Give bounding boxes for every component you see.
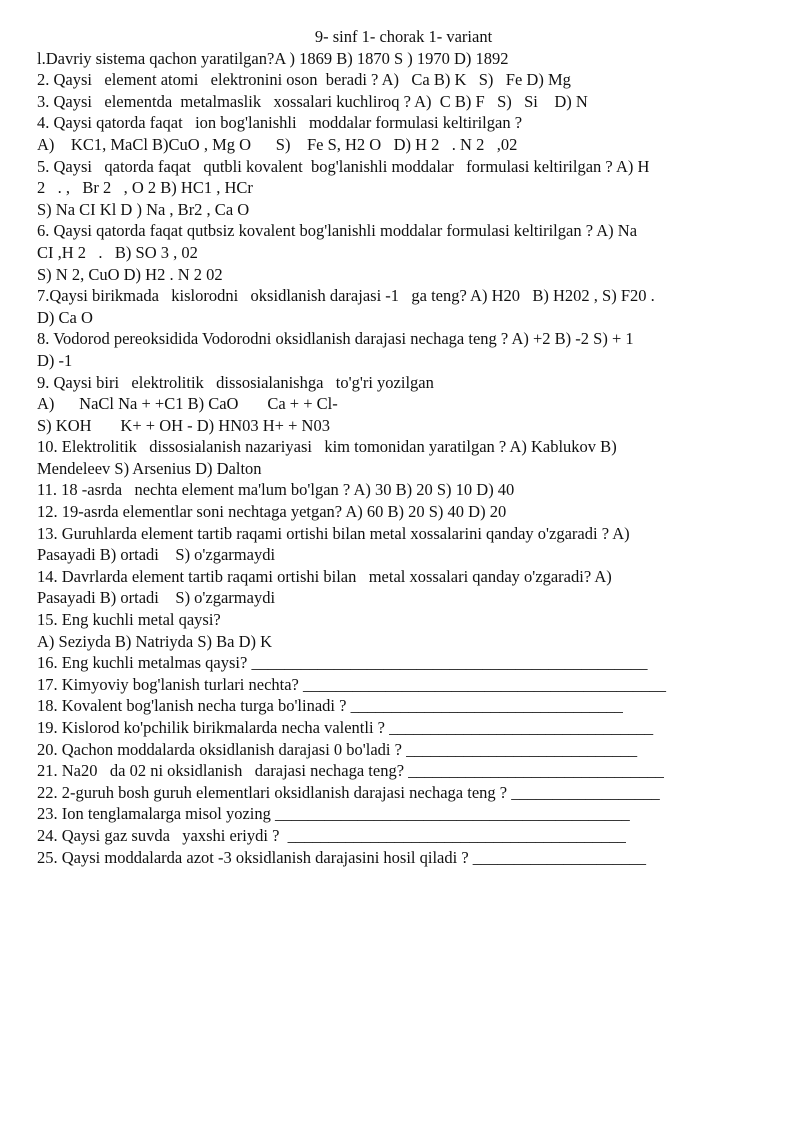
text-line: 22. 2-guruh bosh guruh elementlari oksidlanish darajasi nechaga teng ? __________________ <box>37 782 660 802</box>
text-line: S) KOH K+ + OH - D) HN03 H+ + N03 <box>37 415 330 435</box>
text-line: 11. 18 -asrda nechta element ma'lum bo'lgan ? A) 30 B) 20 S) 10 D) 40 <box>37 480 515 500</box>
text-line: 15. Eng kuchli metal qaysi? <box>37 610 221 630</box>
text-line: S) Na CI Kl D ) Na , Br2 , Ca O <box>37 199 250 219</box>
text-line: 3. Qaysi elementda metalmaslik xossalari kuchliroq ? A) C B) F S) Si D) N <box>37 91 588 111</box>
text-line: 13. Guruhlarda element tartib raqami ortishi bilan metal xossalarini qanday o'zgaradi ? A) <box>37 523 630 543</box>
text-line: Pasayadi B) ortadi S) o'zgarmaydi <box>37 588 276 608</box>
text-line: Mendeleev S) Arsenius D) Dalton <box>37 458 262 478</box>
text-line: 18. Kovalent bog'lanish necha turga bo'linadi ? _________________________________ <box>37 696 623 716</box>
text-line: l.Davriy sistema qachon yaratilgan?A ) 1869 B) 1870 S ) 1970 D) 1892 <box>37 48 509 68</box>
text-line: Pasayadi B) ortadi S) o'zgarmaydi <box>37 545 276 565</box>
text-line: 9. Qaysi biri elektrolitik dissosialanishga to'g'ri yozilgan <box>37 372 434 392</box>
text-line: CI ,H 2 . B) SO 3 , 02 <box>37 242 198 262</box>
text-line: D) Ca O <box>37 307 93 327</box>
text-line: A) Seziyda B) Natriyda S) Ba D) K <box>37 631 273 651</box>
text-line: 16. Eng kuchli metalmas qaysi? ________________________________________________ <box>37 653 648 673</box>
text-line: 17. Kimyoviy bog'lanish turlari nechta? ____________________________________________ <box>37 674 666 694</box>
text-line: 7.Qaysi birikmada kislorodni oksidlanish darajasi -1 ga teng? A) H20 B) H202 , S) F20 . <box>37 286 655 306</box>
text-line: 8. Vodorod pereoksidida Vodorodni oksidlanish darajasi nechaga teng ? A) +2 B) -2 S) + 1 <box>37 329 634 349</box>
text-line: 12. 19-asrda elementlar soni nechtaga yetgan? A) 60 B) 20 S) 40 D) 20 <box>37 502 507 522</box>
text-line: 23. Ion tenglamalarga misol yozing ___________________________________________ <box>37 804 630 824</box>
text-line: 4. Qaysi qatorda faqat ion bog'lanishli moddalar formulasi keltirilgan ? <box>37 113 523 133</box>
text-line: 21. Na20 da 02 ni oksidlanish darajasi nechaga teng? _______________________________ <box>37 761 664 781</box>
text-line: 24. Qaysi gaz suvda yaxshi eriydi ? _________________________________________ <box>37 825 626 845</box>
text-line: S) N 2, CuO D) H2 . N 2 02 <box>37 264 223 284</box>
question-list <box>37 48 770 869</box>
text-line: 14. Davrlarda element tartib raqami ortishi bilan metal xossalari qanday o'zgaradi? A) <box>37 566 612 586</box>
page-title: 9- sinf 1- chorak 1- variant <box>314 27 493 46</box>
text-line: 2 . , Br 2 , O 2 B) HC1 , HCr <box>37 178 253 198</box>
text-line: 10. Elektrolitik dissosialanish nazariyasi kim tomonidan yaratilgan ? A) Kablukov B) <box>37 437 617 457</box>
text-line: 19. Kislorod ko'pchilik birikmalarda necha valentli ? ________________________________ <box>37 718 654 737</box>
text-line: A) KC1, MaCl B)CuO , Mg O S) Fe S, H2 O D) H 2 . N 2 ,02 <box>37 134 518 154</box>
text-line: 2. Qaysi element atomi elektronini oson beradi ? A) Ca B) K S) Fe D) Mg <box>37 70 571 90</box>
text-line: 5. Qaysi qatorda faqat qutbli kovalent bog'lanishli moddalar formulasi keltirilgan ? A) H <box>37 156 650 176</box>
text-line: 20. Qachon moddalarda oksidlanish darajasi 0 bo'ladi ? ____________________________ <box>37 739 638 759</box>
text-line: 6. Qaysi qatorda faqat qutbsiz kovalent bog'lanishli moddalar formulasi keltirilgan ? A) Na <box>37 221 638 241</box>
text-line: 25. Qaysi moddalarda azot -3 oksidlanish darajasini hosil qiladi ? _____________________ <box>37 847 647 867</box>
text-line: A) NaCl Na + +C1 B) CaO Ca + + Cl- <box>37 394 338 414</box>
text-line: D) -1 <box>37 350 73 370</box>
